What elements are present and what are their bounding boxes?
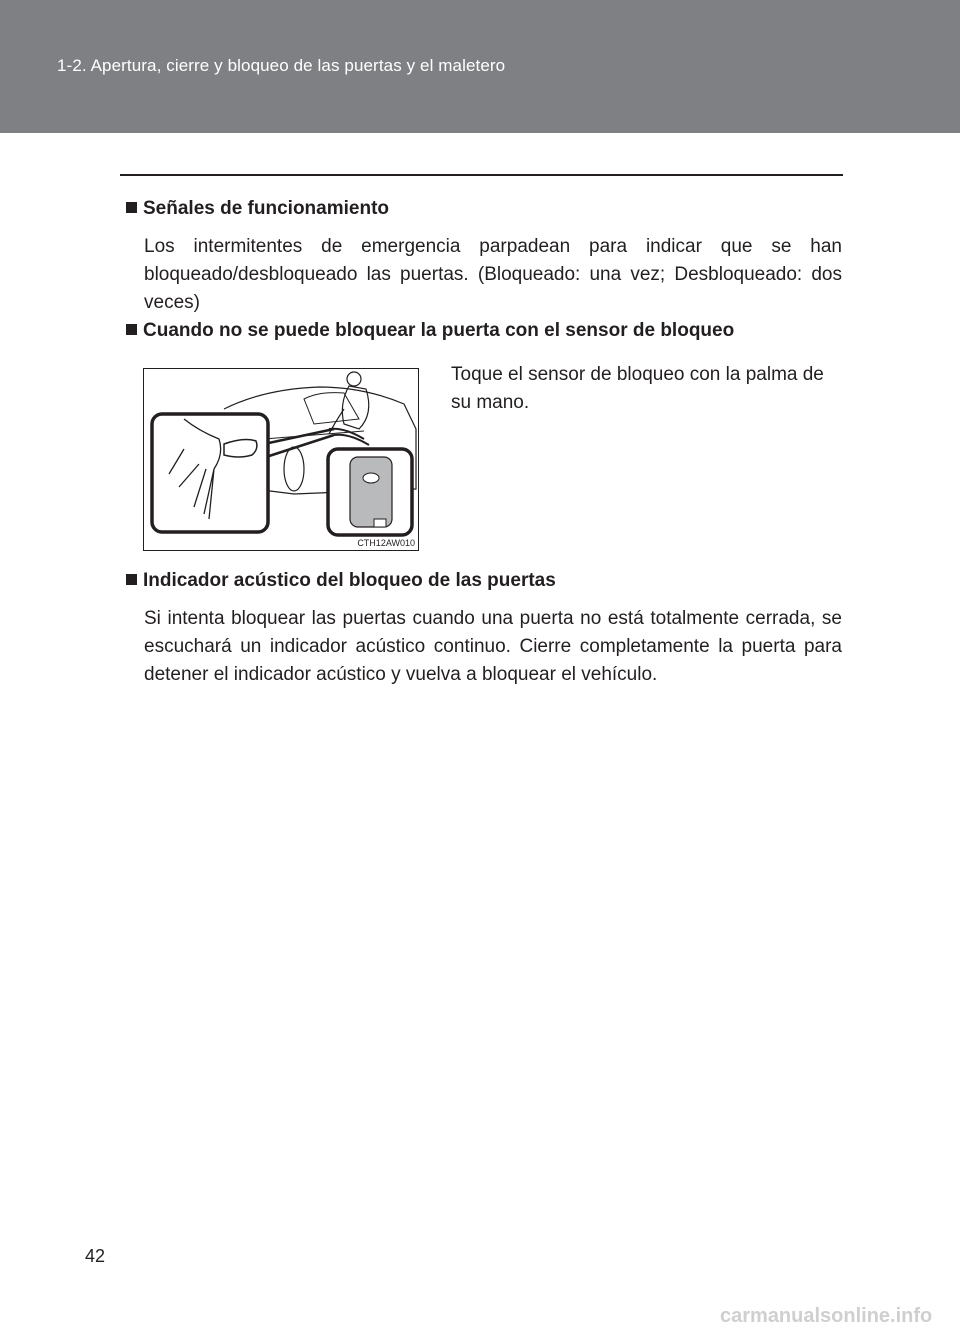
heading-text: Señales de funcionamiento xyxy=(143,198,389,219)
section-buzzer xyxy=(126,570,842,689)
page-number: 42 xyxy=(85,1246,106,1266)
figure-code: CTH12AW010 xyxy=(357,538,415,548)
lock-sensor-illustration xyxy=(143,368,419,551)
illustration-svg xyxy=(144,369,420,552)
section-heading xyxy=(126,198,842,220)
header-band xyxy=(0,0,960,133)
section-signals xyxy=(126,198,842,317)
watermark: carmanualsonline.info xyxy=(720,1305,933,1327)
paragraph: Los intermitentes de emergencia parpadean para indicar que se han bloqueado/desbloqueado las puertas. (Bloqueado: una vez; Desbloqueado: dos veces) xyxy=(144,236,842,313)
section-heading xyxy=(126,570,842,592)
section-title: 1-2. Apertura, cierre y bloqueo de las puertas y el maletero xyxy=(57,56,506,75)
heading-text: Cuando no se puede bloquear la puerta con el sensor de bloqueo xyxy=(143,320,735,341)
paragraph: Si intenta bloquear las puertas cuando una puerta no está totalmente cerrada, se escuchará un indicador acústico continuo. Cierre completamente la puerta para detener el indicador acústico y vuelva a bloquear el vehículo. xyxy=(144,608,842,685)
top-rule xyxy=(120,174,843,176)
square-bullet-icon xyxy=(126,202,137,213)
illustration-caption: Toque el sensor de bloqueo con la palma de su mano. xyxy=(451,364,824,413)
section-heading xyxy=(126,320,842,342)
section-lock-sensor xyxy=(126,320,842,342)
heading-text: Indicador acústico del bloqueo de las puertas xyxy=(143,570,556,591)
square-bullet-icon xyxy=(126,574,137,585)
square-bullet-icon xyxy=(126,324,137,335)
